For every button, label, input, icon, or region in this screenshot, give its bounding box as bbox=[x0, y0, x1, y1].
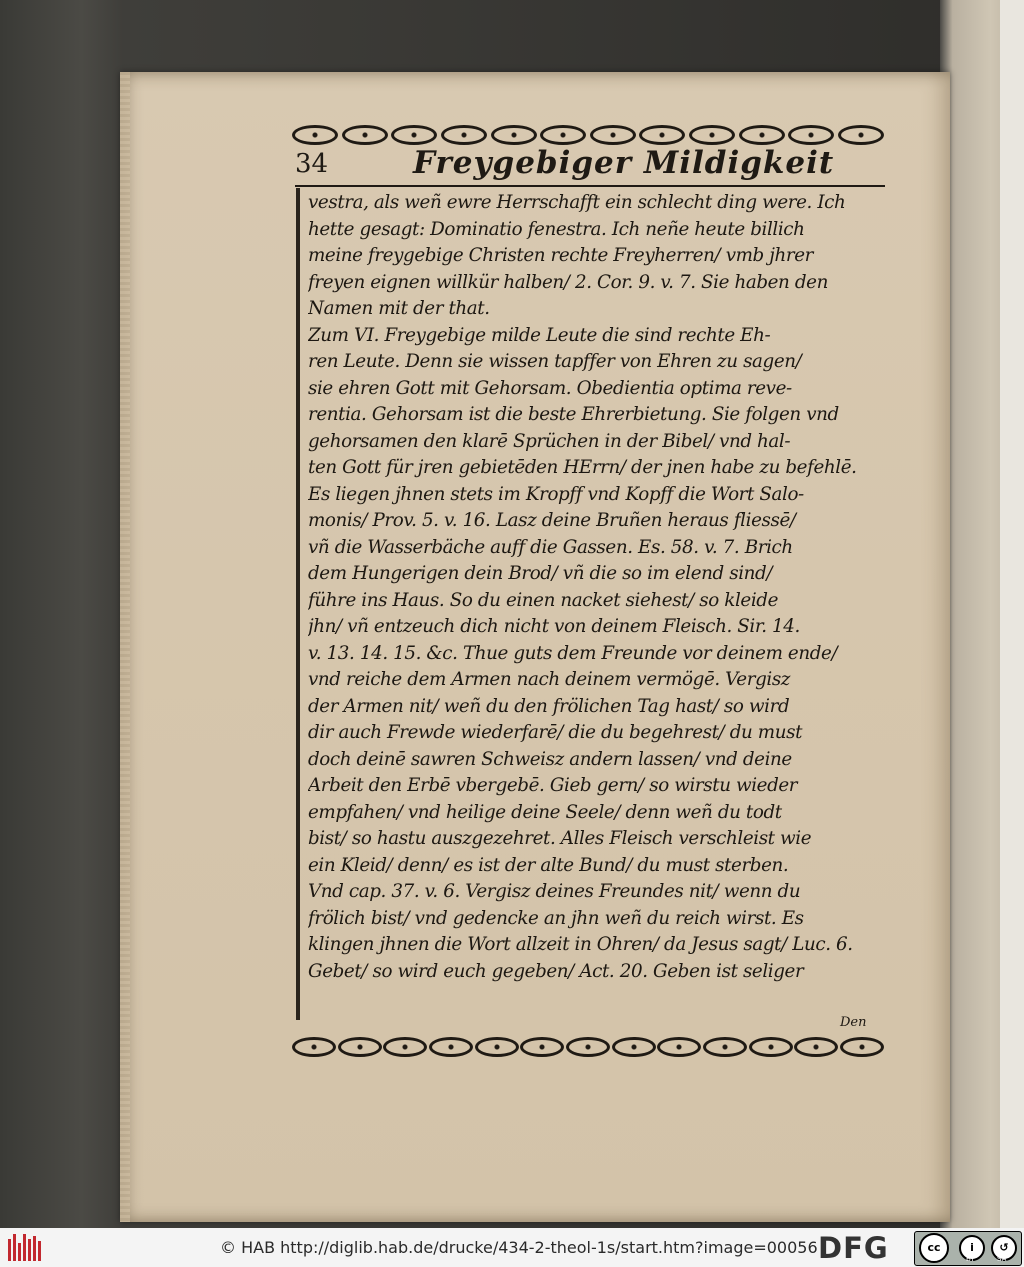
text-line: gehorsamen den klarē Sprüchen in der Bibel/ vnd hal- bbox=[308, 430, 791, 452]
page-margin-strip bbox=[1000, 0, 1024, 1228]
attribution-icon: i bbox=[959, 1235, 985, 1261]
text-line: doch deinē sawren Schweisz andern lassen/ vnd deine bbox=[308, 748, 792, 770]
footer-ornament-band bbox=[292, 1036, 884, 1058]
page-fore-edge bbox=[120, 72, 130, 1222]
viewer-footer bbox=[0, 1228, 1024, 1267]
text-line: freyen eignen willkür halben/ 2. Cor. 9. v. 7. Sie haben den bbox=[308, 271, 828, 293]
text-line: führe ins Haus. So du einen nacket siehest/ so kleide bbox=[308, 589, 779, 611]
text-line: vestra, als weñ ewre Herrschafft ein schlecht ding were. Ich bbox=[308, 192, 846, 213]
text-line: Es liegen jhnen stets im Kropff vnd Kopff die Wort Salo- bbox=[308, 483, 804, 505]
text-line: dir auch Frewde wiederfarē/ die du begehrest/ du must bbox=[308, 722, 803, 743]
text-line: sie ehren Gott mit Gehorsam. Obedientia optima reve- bbox=[308, 377, 792, 399]
text-line: der Armen nit/ weñ du den frölichen Tag hast/ so wird bbox=[308, 695, 790, 717]
text-line: Arbeit den Erbē vbergebē. Gieb gern/ so wirstu wieder bbox=[308, 775, 798, 796]
text-line: ten Gott für jren gebietēden HErrn/ der jnen habe zu befehlē. bbox=[308, 457, 857, 478]
text-line: klingen jhnen die Wort allzeit in Ohren/ da Jesus sagt/ Luc. 6. bbox=[308, 934, 853, 955]
text-line: Vnd cap. 37. v. 6. Vergisz deines Freundes nit/ wenn du bbox=[308, 881, 801, 902]
license-by-label: BY bbox=[966, 1255, 975, 1263]
catchword: Den bbox=[840, 1015, 867, 1030]
text-line: Gebet/ so wird euch gegeben/ Act. 20. Geben ist seliger bbox=[308, 960, 804, 982]
text-line: frölich bist/ vnd gedencke an jhn weñ du reich wirst. Es bbox=[308, 907, 804, 929]
dfg-logo: DFG bbox=[818, 1231, 889, 1265]
library-logo-icon bbox=[8, 1234, 42, 1261]
text-line: meine freygebige Christen rechte Freyherren/ vmb jhrer bbox=[308, 245, 814, 266]
source-credit: © HAB http://diglib.hab.de/drucke/434-2-theol-1s/start.htm?image=00056 bbox=[220, 1238, 818, 1257]
text-line: hette gesagt: Dominatio fenestra. Ich neñe heute billich bbox=[308, 218, 805, 240]
text-line: bist/ so hastu auszgezehret. Alles Fleisch verschleist wie bbox=[308, 828, 812, 849]
text-line: jhn/ vñ entzeuch dich nicht von deinem Fleisch. Sir. 14. bbox=[308, 616, 800, 637]
text-frame-rule bbox=[296, 188, 300, 1020]
license-sa-label: SA bbox=[997, 1255, 1007, 1263]
text-line: ein Kleid/ denn/ es ist der alte Bund/ du must sterben. bbox=[308, 854, 789, 876]
text-line: Namen mit der that. bbox=[308, 298, 490, 319]
text-line: vnd reiche dem Armen nach deinem vermögē. Vergisz bbox=[308, 669, 791, 690]
text-line: monis/ Prov. 5. v. 16. Lasz deine Bruñen heraus fliessē/ bbox=[308, 510, 796, 531]
text-line: vñ die Wasserbäche auff die Gassen. Es. 58. v. 7. Brich bbox=[308, 536, 793, 558]
text-line: Zum VI. Freygebige milde Leute die sind rechte Eh- bbox=[308, 324, 771, 346]
running-title: Freygebiger Mildigkeit bbox=[413, 145, 835, 181]
cc-license-badge[interactable] bbox=[914, 1231, 1022, 1266]
share-alike-icon: ↺ bbox=[991, 1235, 1017, 1261]
body-text bbox=[308, 190, 882, 985]
cc-icon: cc bbox=[919, 1233, 949, 1263]
text-line: dem Hungerigen dein Brod/ vñ die so im elend sind/ bbox=[308, 563, 773, 584]
text-line: rentia. Gehorsam ist die beste Ehrerbietung. Sie folgen vnd bbox=[308, 404, 839, 425]
header-ornament-band bbox=[292, 124, 884, 146]
page-number: 34 bbox=[295, 149, 329, 179]
page-header bbox=[295, 145, 885, 187]
text-line: empfahen/ vnd heilige deine Seele/ denn weñ du todt bbox=[308, 801, 782, 823]
text-line: v. 13. 14. 15. &c. Thue guts dem Freunde vor deinem ende/ bbox=[308, 642, 838, 664]
text-line: ren Leute. Denn sie wissen tapffer von Ehren zu sagen/ bbox=[308, 351, 802, 372]
